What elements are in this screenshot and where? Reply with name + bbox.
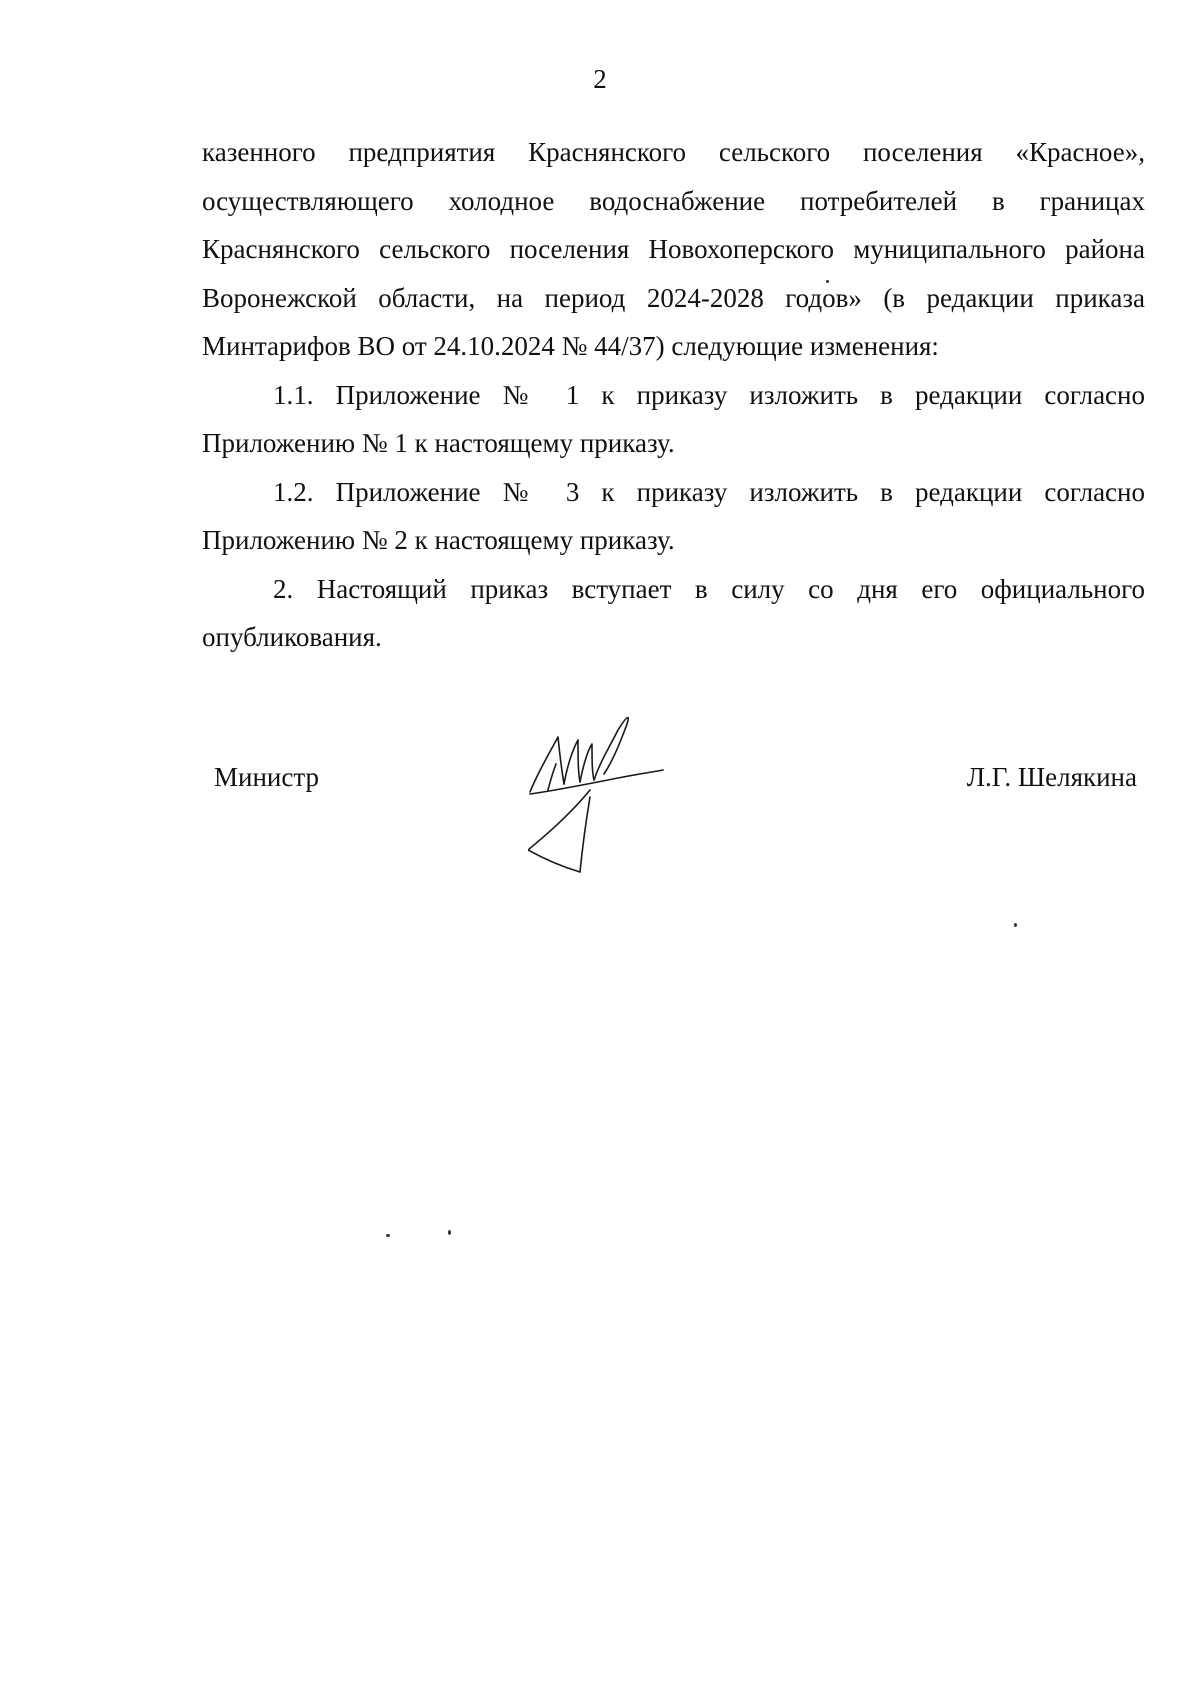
paragraph-amendments-intro: казенного предприятия Краснянского сельского поселения «Красное», осуществляющего холодное водоснабжение потребителей в границах Краснянского сельского поселения Новохоперского муниципального района Воронежской области, на период 2024-2028 годов» (в редакции приказа Минтарифов ВО от 24.10.2024 № 44/37) следующие изменения: bbox=[202, 137, 1145, 361]
handwritten-signature bbox=[528, 712, 678, 887]
signer-position: Министр bbox=[214, 762, 319, 792]
paragraph-item-1-1: 1.1. Приложение № 1 к приказу изложить в редакции согласно Приложению № 1 к настоящему приказу. bbox=[202, 379, 1145, 458]
paragraph-item-1-2: 1.2. Приложение № 3 к приказу изложить в редакции согласно Приложению № 2 к настоящему приказу. bbox=[202, 476, 1145, 555]
scan-speck bbox=[826, 280, 829, 283]
scan-speck bbox=[1014, 923, 1017, 927]
paragraph-item-2: 2. Настоящий приказ вступает в силу со дня его официального опубликования. bbox=[202, 573, 1145, 652]
document-body bbox=[202, 128, 1145, 662]
page-number: 2 bbox=[593, 64, 607, 94]
scan-speck bbox=[386, 1234, 390, 1237]
scan-speck bbox=[448, 1230, 451, 1235]
signer-name: Л.Г. Шелякина bbox=[966, 762, 1137, 792]
